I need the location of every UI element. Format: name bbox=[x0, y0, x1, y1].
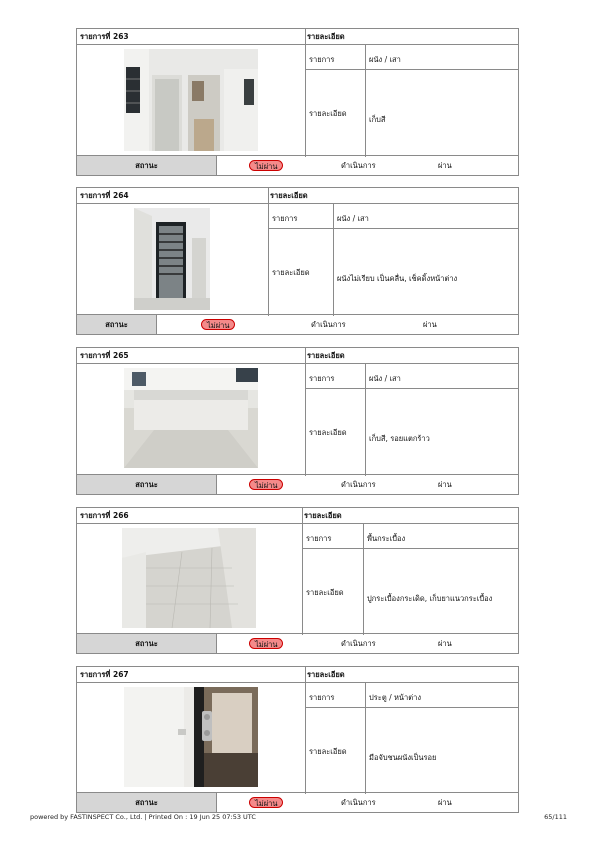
label-item: รายการ bbox=[309, 374, 335, 383]
inspection-item-263 bbox=[76, 28, 519, 176]
detail-header: รายละเอียด bbox=[304, 29, 518, 45]
label-detail: รายละเอียด bbox=[309, 747, 347, 756]
status-pass[interactable]: ผ่าน bbox=[423, 320, 437, 329]
status-row bbox=[77, 155, 518, 175]
status-in-progress[interactable]: ดำเนินการ bbox=[341, 639, 376, 648]
inspection-photo bbox=[124, 368, 258, 468]
status-pass[interactable]: ผ่าน bbox=[438, 798, 452, 807]
value-detail: มือจับชนผนังเป็นรอย bbox=[369, 753, 437, 762]
status-fail-selected[interactable]: ไม่ผ่าน bbox=[201, 319, 235, 330]
item-title: รายการที่ 267 bbox=[77, 667, 306, 683]
detail-header: รายละเอียด bbox=[301, 508, 518, 524]
status-pass[interactable]: ผ่าน bbox=[438, 161, 452, 170]
item-title: รายการที่ 263 bbox=[77, 29, 306, 45]
value-detail: เก็บสี, รอยแตกร้าว bbox=[369, 434, 430, 443]
detail-header: รายละเอียด bbox=[267, 188, 518, 204]
inspection-item-264 bbox=[76, 187, 519, 335]
status-fail-selected[interactable]: ไม่ผ่าน bbox=[249, 797, 283, 808]
status-row bbox=[77, 474, 518, 494]
value-detail: เก็บสี bbox=[369, 115, 386, 124]
label-item: รายการ bbox=[272, 214, 298, 223]
label-item: รายการ bbox=[309, 693, 335, 702]
status-label: สถานะ bbox=[77, 634, 217, 653]
value-item: ผนัง / เสา bbox=[337, 214, 369, 223]
page-number: 65/111 bbox=[544, 813, 567, 821]
inspection-photo bbox=[134, 208, 210, 310]
status-in-progress[interactable]: ดำเนินการ bbox=[311, 320, 346, 329]
label-detail: รายละเอียด bbox=[272, 268, 310, 277]
detail-header: รายละเอียด bbox=[304, 348, 518, 364]
status-pass[interactable]: ผ่าน bbox=[438, 639, 452, 648]
status-fail-selected[interactable]: ไม่ผ่าน bbox=[249, 160, 283, 171]
inspection-photo bbox=[124, 49, 258, 151]
status-in-progress[interactable]: ดำเนินการ bbox=[341, 480, 376, 489]
label-item: รายการ bbox=[309, 55, 335, 64]
value-item: ผนัง / เสา bbox=[369, 55, 401, 64]
item-title: รายการที่ 266 bbox=[77, 508, 303, 524]
inspection-item-265 bbox=[76, 347, 519, 495]
label-detail: รายละเอียด bbox=[306, 588, 344, 597]
status-label: สถานะ bbox=[77, 475, 217, 494]
item-title: รายการที่ 264 bbox=[77, 188, 269, 204]
status-label: สถานะ bbox=[77, 156, 217, 175]
inspection-item-266 bbox=[76, 507, 519, 654]
status-row bbox=[77, 633, 518, 653]
status-fail-selected[interactable]: ไม่ผ่าน bbox=[249, 479, 283, 490]
value-item: ประตู / หน้าต่าง bbox=[369, 693, 422, 702]
status-row bbox=[77, 314, 518, 334]
status-in-progress[interactable]: ดำเนินการ bbox=[341, 161, 376, 170]
status-row bbox=[77, 792, 518, 812]
status-pass[interactable]: ผ่าน bbox=[438, 480, 452, 489]
inspection-item-267 bbox=[76, 666, 519, 813]
value-item: พื้นกระเบื้อง bbox=[367, 534, 406, 543]
inspection-photo bbox=[122, 528, 256, 628]
value-detail: ปูกระเบื้องกระเดิด, เก็บยาแนวกระเบื้อง bbox=[367, 594, 493, 603]
item-title: รายการที่ 265 bbox=[77, 348, 306, 364]
status-label: สถานะ bbox=[77, 315, 157, 334]
inspection-photo bbox=[124, 687, 258, 787]
status-fail-selected[interactable]: ไม่ผ่าน bbox=[249, 638, 283, 649]
value-item: ผนัง / เสา bbox=[369, 374, 401, 383]
detail-header: รายละเอียด bbox=[304, 667, 518, 683]
label-item: รายการ bbox=[306, 534, 332, 543]
status-label: สถานะ bbox=[77, 793, 217, 812]
label-detail: รายละเอียด bbox=[309, 428, 347, 437]
footer-printed-info: powered by FASTINSPECT Co., Ltd. | Printed On : 19 Jun 25 07:53 UTC bbox=[30, 813, 256, 821]
status-in-progress[interactable]: ดำเนินการ bbox=[341, 798, 376, 807]
value-detail: ผนังไม่เรียบ เป็นคลื่น, เช็คดิ้งหน้าต่าง bbox=[337, 274, 458, 283]
label-detail: รายละเอียด bbox=[309, 109, 347, 118]
